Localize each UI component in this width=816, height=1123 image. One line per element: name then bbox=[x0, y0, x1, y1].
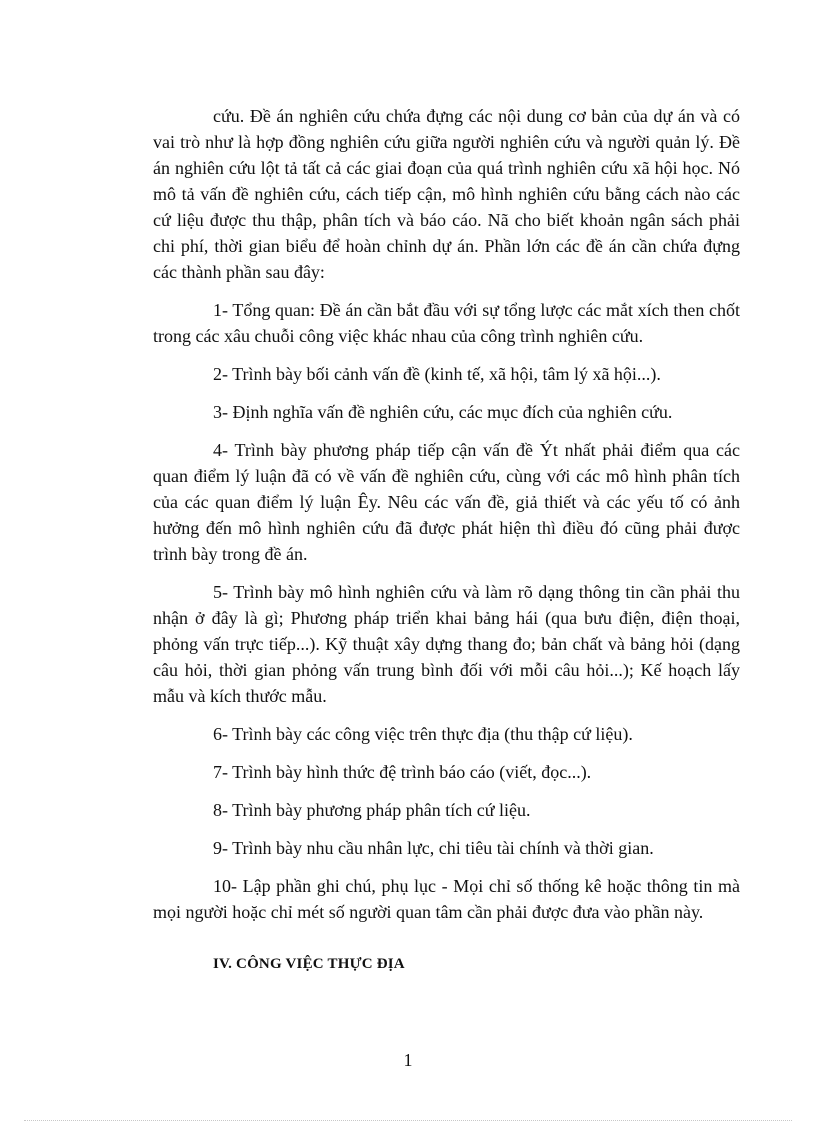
list-item-3: 3- Định nghĩa vấn đề nghiên cứu, các mục đích của nghiên cứu. bbox=[213, 402, 673, 422]
page-body bbox=[153, 103, 740, 989]
section-heading: IV. CÔNG VIỆC THỰC ĐỊA bbox=[213, 956, 405, 972]
intro-paragraph: cứu. Đề án nghiên cứu chứa đựng các nội dung cơ bản của dự án và có vai trò như là hợp đồng nghiên cứu giữa người nghiên cứu và người quản lý. Đề án nghiên cứu lột tả tất cả các giai đoạn của quá trình nghiên cứu xã hội học. Nó mô tả vấn đề nghiên cứu, cách tiếp cận, mô hình nghiên cứu bằng cách nào các cứ liệu được thu thập, phân tích và báo cáo. Nã cho biết khoản ngân sách phải chi phí, thời gian biểu để hoàn chỉnh dự án. Phần lớn các đề án cần chứa đựng các thành phần sau đây: bbox=[153, 106, 740, 282]
list-item-7: 7- Trình bày hình thức đệ trình báo cáo (viết, đọc...). bbox=[213, 762, 592, 782]
list-item-9: 9- Trình bày nhu cầu nhân lực, chi tiêu tài chính và thời gian. bbox=[213, 838, 654, 858]
list-item-10: 10- Lập phần ghi chú, phụ lục - Mọi chỉ số thống kê hoặc thông tin mà mọi người hoặc chỉ mét số người quan tâm cần phải được đưa vào phần này. bbox=[153, 876, 740, 922]
page-number: 1 bbox=[403, 1050, 413, 1070]
list-item-6: 6- Trình bày các công việc trên thực địa (thu thập cứ liệu). bbox=[213, 724, 633, 744]
list-item-2: 2- Trình bày bối cảnh vấn đề (kinh tế, xã hội, tâm lý xã hội...). bbox=[213, 364, 661, 384]
list-item-5: 5- Trình bày mô hình nghiên cứu và làm rõ dạng thông tin cần phải thu nhận ở đây là gì; Phương pháp triển khai bảng hái (qua bưu điện, điện thoại, phỏng vấn trực tiếp...). Kỹ thuật xây dựng thang đo; bản chất và bảng hỏi (dạng câu hỏi, thời gian phỏng vấn trung bình đối với mỗi câu hỏi...); Kế hoạch lấy mẫu và kích thước mẫu. bbox=[153, 582, 740, 706]
page-bottom-edge bbox=[24, 1120, 792, 1121]
list-item-4: 4- Trình bày phương pháp tiếp cận vấn đề Ýt nhất phải điểm qua các quan điểm lý luận đã có về vấn đề nghiên cứu, cùng với các mô hình phân tích của các quan điểm lý luận Êy. Nêu các vấn đề, giả thiết và các yếu tố có ảnh hưởng đến mô hình nghiên cứu đã được phát hiện thì điều đó cũng phải được trình bày trong đề án. bbox=[153, 440, 740, 564]
list-item-1: 1- Tổng quan: Đề án cần bắt đầu với sự tổng lược các mắt xích then chốt trong các xâu chuỗi công việc khác nhau của công trình nghiên cứu. bbox=[153, 300, 740, 346]
list-item-8: 8- Trình bày phương pháp phân tích cứ liệu. bbox=[213, 800, 531, 820]
